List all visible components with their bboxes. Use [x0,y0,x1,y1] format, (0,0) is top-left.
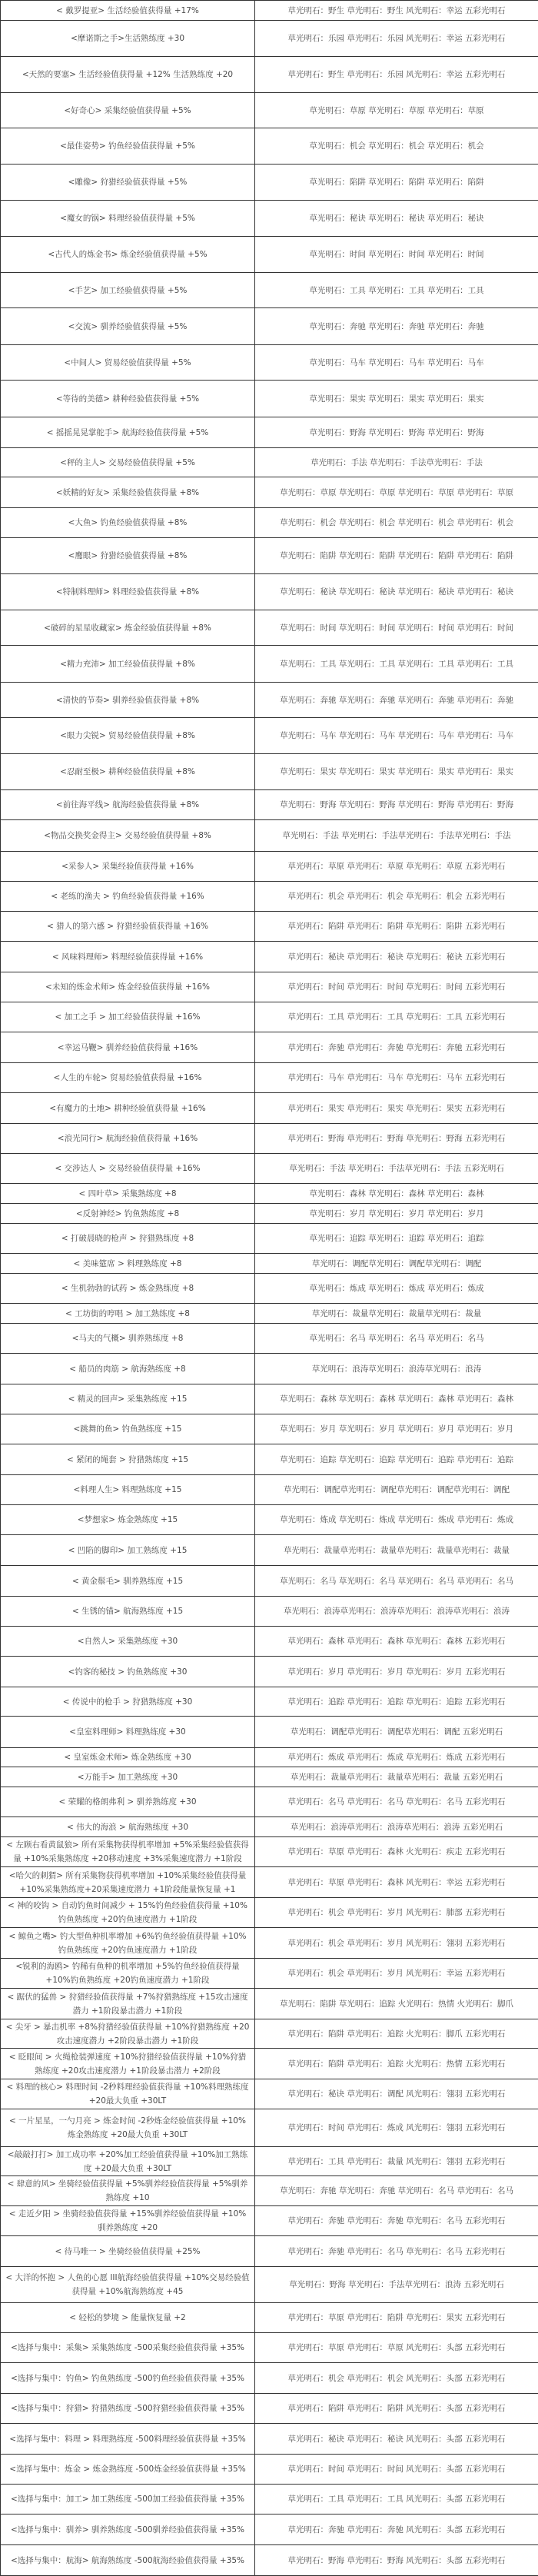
stones-cell: 草光明石：岁月 草光明石：岁月 草光明石：岁月 [255,1204,538,1224]
table-row [1,1657,538,1687]
table-row [1,1254,538,1274]
stones-cell: 草光明石：果实 草光明石：果实 草光明石：果实 [255,381,538,417]
stones-cell: 草光明石：奔驰 草光明石：奔驰 草光明石：奔驰 五彩光明石 [255,1032,538,1063]
effect-cell: <有魔力的土地> 耕种经验值获得量 +16% [1,1093,255,1124]
table-row [1,93,538,128]
stones-cell: 草光明石：时间 草光明石：时间 草光明石：时间 [255,237,538,273]
table-row [1,1717,538,1748]
stones-cell: 草光明石：草原 草光明石：草原 草光明石：草原 [255,93,538,128]
stones-cell: 草光明石：果实 草光明石：果实 草光明石：果实 五彩光明石 [255,1093,538,1124]
table-row [1,942,538,972]
effect-cell: <敲敲打打> 加工成功率 +20%加工经验值获得量 +10%加工熟练度 +20最大负重 +30LT [1,2147,255,2176]
table-row [1,912,538,942]
stones-cell: 草光明石：机会 草光明石：岁月 风光明石：幸运 五彩光明石 [255,1959,538,1989]
table-row [1,1535,538,1566]
table-row [1,2515,538,2545]
stones-cell: 草光明石：工具 草光明石：工具 草光明石：工具 草光明石：工具 [255,646,538,683]
table-row [1,1505,538,1535]
stones-cell: 草光明石：马车 草光明石：马车 草光明石：马车 草光明石：马车 [255,718,538,754]
stones-cell: 草光明石：陷阱 草光明石：陷阱 草光明石：陷阱 [255,165,538,201]
table-row [1,972,538,1002]
effect-cell: < 一片星星，一勺月亮 > 炼金时间 -2秒炼金经验值获得量 +10%炼金熟练度 +20最大负重 +30LT [1,2109,255,2147]
stones-cell: 草光明石：时间 草光明石：时间 风光明石：头部 五彩光明石 [255,2455,538,2485]
table-row [1,1002,538,1032]
table-row [1,381,538,417]
effect-cell: <交流> 驯养经验值获得量 +5% [1,308,255,345]
effect-cell: < 工坊街的哼唱 > 加工熟练度 +8 [1,1304,255,1324]
stones-cell: 草光明石：野海 草光明石：手法草光明石：浪涛 五彩光明石 [255,2267,538,2303]
table-row [1,1627,538,1657]
table-row [1,1748,538,1767]
stones-cell: 草光明石：名马 草光明石：名马 草光明石：名马 草光明石：名马 [255,1566,538,1597]
effect-cell: <幸运马鞭> 驯养经验值获得量 +16% [1,1032,255,1063]
effect-cell: <清快的节奏> 驯养经验值获得量 +8% [1,683,255,718]
table-row [1,2019,538,2049]
table-row [1,2109,538,2147]
table-row [1,1184,538,1204]
table-row [1,345,538,381]
table-row [1,1,538,21]
stones-cell: 草光明石：森林 草光明石：森林 草光明石：森林 五彩光明石 [255,1627,538,1657]
table-row [1,1597,538,1627]
effect-cell: <中间人> 贸易经验值获得量 +5% [1,345,255,381]
stones-cell: 草光明石：野海 草光明石：野海 草光明石：野海 草光明石：野海 [255,790,538,820]
stones-cell: 草光明石：调配草光明石：调配草光明石：调配草光明石：调配 [255,1475,538,1505]
table-row [1,1354,538,1384]
table-row [1,2303,538,2333]
effect-cell: <选择与集中：航海> 航海熟练度 -500航海经验值获得量 +35% [1,2545,255,2576]
stones-cell: 草光明石：炼成 草光明石：炼成 草光明石：炼成 [255,1274,538,1304]
stones-cell: 草光明石：草原 草光明石：森林 火光明石：疾走 五彩光明石 [255,1837,538,1867]
effect-cell: <好奇心> 采集经验值获得量 +5% [1,93,255,128]
stones-cell: 草光明石：秘诀 草光明石：秘诀 风光明石：头部 五彩光明石 [255,2424,538,2455]
stones-cell: 草光明石：手法 草光明石：手法草光明石：手法草光明石：手法 [255,820,538,852]
effect-cell: <物品交换奖金得主> 交易经验值获得量 +8% [1,820,255,852]
effect-cell: < 传说中的枪手 > 狩猎熟练度 +30 [1,1687,255,1717]
effect-cell: <秤的主人> 交易经验值获得量 +5% [1,448,255,477]
effect-cell: < 黄金鬃毛> 驯养熟练度 +15 [1,1566,255,1597]
table-row [1,1124,538,1154]
table-row [1,1475,538,1505]
effect-cell: < 轻松的梦境 > 能量恢复量 +2 [1,2303,255,2333]
stones-cell: 草光明石：裁量草光明石：裁量草光明石：裁量 五彩光明石 [255,1767,538,1787]
stones-cell: 草光明石：陷阱 草光明石：陷阱 草光明石：陷阱 五彩光明石 [255,912,538,942]
effect-cell: < 精灵的回声> 采集熟练度 +15 [1,1384,255,1414]
table-body [1,1,538,2576]
effect-cell: <料理人生> 料理熟练度 +15 [1,1475,255,1505]
stones-cell: 草光明石：机会 草光明石：机会 草光明石：机会 五彩光明石 [255,882,538,912]
table-row [1,2394,538,2424]
effect-cell: < 伟大的海浪 > 航海熟练度 +30 [1,1817,255,1837]
stones-cell: 草光明石：陷阱 草光明石：陷阱 风光明石：头部 五彩光明石 [255,2394,538,2424]
effect-cell: < 眨眼间 > 火绳枪装弹速度 +10%狩猎经验值获得量 +10%狩猎熟练度 +20攻击速度潜力 +1阶段暴击潜力 +2阶段 [1,2049,255,2079]
stones-cell: 草光明石：追踪 草光明石：追踪 草光明石：追踪 草光明石：追踪 [255,1444,538,1475]
effect-cell: <手艺> 加工经验值获得量 +5% [1,273,255,308]
stones-cell: 草光明石：岁月 草光明石：岁月 草光明石：岁月 草光明石：岁月 [255,1414,538,1444]
effect-cell: <钓客的秘技 > 钓鱼熟练度 +30 [1,1657,255,1687]
table-row [1,1093,538,1124]
stones-cell: 草光明石：炼成 草光明石：炼成 草光明石：炼成 草光明石：炼成 [255,1505,538,1535]
stones-cell: 草光明石：野生 草光明石：野生 风光明石：幸运 五彩光明石 [255,1,538,21]
effect-cell: < 摇摇晃晃掌舵手> 航海经验值获得量 +5% [1,417,255,448]
stones-cell: 草光明石：马车 草光明石：马车 草光明石：马车 五彩光明石 [255,1063,538,1093]
stones-cell: 草光明石：机会 草光明石：岁月 风光明石：肺部 五彩光明石 [255,1898,538,1928]
stones-cell: 草光明石：陷阱 草光明石：追踪 火光明石：热情 火光明石：脚爪 [255,1989,538,2019]
stones-cell: 草光明石：调配草光明石：调配草光明石：调配 五彩光明石 [255,1717,538,1748]
effect-cell: < 料理的核心> 料理时间 -2秒料理经验值获得量 +10%料理熟练度 +20最大负重 +30LT [1,2079,255,2109]
effect-cell: < 加工之手 > 加工经验值获得量 +16% [1,1002,255,1032]
effect-cell: <古代人的炼金书> 炼金经验值获得量 +5% [1,237,255,273]
stones-cell: 草光明石：浪涛草光明石：浪涛草光明石：浪涛 [255,1354,538,1384]
table-row [1,1867,538,1898]
table-row [1,2206,538,2236]
effect-cell: <未知的炼金术师> 炼金经验值获得量 +16% [1,972,255,1002]
effect-cell: <采参人> 采集经验值获得量 +16% [1,852,255,882]
effect-cell: < 踞伏的猛兽 > 狩猎经验值获得量 +7%狩猎熟练度 +15攻击速度潜力 +1阶段暴击潜力 +1阶段 [1,1989,255,2019]
stones-cell: 草光明石：野海 草光明石：野海 草光明石：野海 [255,417,538,448]
stones-cell: 草光明石：工具 草光明石：工具 风光明石：头部 五彩光明石 [255,2485,538,2515]
effect-cell: < 打破晨晓的枪声 > 狩猎熟练度 +8 [1,1224,255,1254]
effect-cell: <皇室料理师> 料理熟练度 +30 [1,1717,255,1748]
effect-cell: < 四叶草> 采集熟练度 +8 [1,1184,255,1204]
table-row [1,2363,538,2394]
stones-cell: 草光明石：岁月 草光明石：岁月 草光明石：岁月 五彩光明石 [255,1657,538,1687]
stones-cell: 草光明石：陷阱 草光明石：陷阱 草光明石：陷阱 草光明石：陷阱 [255,538,538,574]
table-row [1,21,538,57]
stones-cell: 草光明石：工具 草光明石：裁量 风光明石：翎羽 五彩光明石 [255,2147,538,2176]
table-row [1,1204,538,1224]
table-row [1,1032,538,1063]
table-row [1,1063,538,1093]
table-row [1,2333,538,2363]
effect-cell: < 老练的渔夫 > 钓鱼经验值获得量 +16% [1,882,255,912]
stones-cell: 草光明石：时间 草光明石：炼成 风光明石：翎羽 五彩光明石 [255,2109,538,2147]
effect-cell: <选择与集中：料理 > 料理熟练度 -500料理经验值获得量 +35% [1,2424,255,2455]
table-row [1,882,538,912]
stones-cell: 草光明石：裁量草光明石：裁量草光明石：裁量 [255,1304,538,1324]
table-row [1,165,538,201]
stones-cell: 草光明石：时间 草光明石：时间 草光明石：时间 五彩光明石 [255,972,538,1002]
stones-cell: 草光明石：秘诀 草光明石：调配 风光明石：翎羽 五彩光明石 [255,2079,538,2109]
effect-cell: < 紧闭的绳套 > 狩猎熟练度 +15 [1,1444,255,1475]
stones-cell: 草光明石：奔驰 草光明石：奔驰 草光明石：奔驰 [255,308,538,345]
table-row [1,2424,538,2455]
stones-cell: 草光明石：奔驰 草光明石：奔驰 草光明石：名马 草光明石：名马 [255,2176,538,2206]
stones-cell: 草光明石：工具 草光明石：工具 草光明石：工具 五彩光明石 [255,1002,538,1032]
stones-cell: 草光明石：陷阱 草光明石：追踪 火光明石：热情 五彩光明石 [255,2049,538,2079]
table-row [1,1224,538,1254]
table-row [1,237,538,273]
stones-cell: 草光明石：野海 草光明石：野海 风光明石：头部 五彩光明石 [255,2545,538,2576]
effect-cell: <选择与集中：加工> 加工熟练度 -500加工经验值获得量 +35% [1,2485,255,2515]
table-row [1,273,538,308]
table-row [1,2147,538,2176]
table-row [1,448,538,477]
stones-cell: 草光明石：陷阱 草光明石：追踪 火光明石：脚爪 五彩光明石 [255,2019,538,2049]
effect-cell: < 肆意的风> 坐骑经验值获得量 +5%驯养经验值获得量 +5%驯养熟练度 +10 [1,2176,255,2206]
effect-cell: <忍耐至极> 耕种经验值获得量 +8% [1,754,255,790]
table-row [1,57,538,93]
stones-cell: 草光明石：追踪 草光明石：追踪 草光明石：追踪 [255,1224,538,1254]
table-row [1,852,538,882]
effect-cell: < 鲸鱼之嘴> 钓大型鱼种机率增加 +6%钓鱼经验值获得量 +10%钓鱼熟练度 +20钓鱼速度潜力 +1阶段 [1,1928,255,1959]
effect-cell: <哈欠的刺猬> 所有采集物获得机率增加 +10%采集经验值获得量 +10%采集熟练度+20采集速度潜力 +1阶段能量恢复量 +1 [1,1867,255,1898]
effect-cell: <反射神经> 钓鱼熟练度 +8 [1,1204,255,1224]
effect-cell: < 待马唯一 > 坐骑经验值获得量 +25% [1,2236,255,2267]
effect-cell: < 凹陷的脚印> 加工熟练度 +15 [1,1535,255,1566]
effect-cell: <锐利的海鸥> 钓稀有鱼种的机率增加 +5%钓鱼经验值获得量 +10%钓鱼熟练度 +20钓鱼速度潜力 +1阶段 [1,1959,255,1989]
table-row [1,820,538,852]
table-row [1,1154,538,1184]
table-row [1,2267,538,2303]
effect-cell: <自然人> 采集熟练度 +30 [1,1627,255,1657]
stones-cell: 草光明石：秘诀 草光明石：秘诀 草光明石：秘诀 [255,201,538,237]
stones-cell: 草光明石：奔驰 草光明石：名马 草光明石：名马 五彩光明石 [255,2236,538,2267]
effect-cell: <精力充沛> 加工经验值获得量 +8% [1,646,255,683]
effect-cell: <梦想家> 炼金熟练度 +15 [1,1505,255,1535]
stones-cell: 草光明石：炼成 草光明石：炼成 草光明石：炼成 五彩光明石 [255,1748,538,1767]
effect-cell: <眼力尖锐> 贸易经验值获得量 +8% [1,718,255,754]
table-row [1,2545,538,2576]
table-row [1,2176,538,2206]
effect-cell: <大鱼> 钓鱼经验值获得量 +8% [1,508,255,538]
effect-cell: < 左顾右看黄鼠狼> 所有采集物获得机率增加 +5%采集经验值获得量 +10%采集熟练度 +20移动速度 +3%采集速度潜力 +1阶段 [1,1837,255,1867]
stones-cell: 草光明石：手法 草光明石：手法草光明石：手法 五彩光明石 [255,1154,538,1184]
effect-cell: <天然的要塞> 生活经验值获得量 +12% 生活熟练度 +20 [1,57,255,93]
table-row [1,417,538,448]
stones-cell: 草光明石：森林 草光明石：森林 草光明石：森林 草光明石：森林 [255,1384,538,1414]
table-row [1,646,538,683]
table-row [1,1384,538,1414]
stones-cell: 草光明石：浪涛草光明石：浪涛草光明石：浪涛草光明石：浪涛 [255,1597,538,1627]
table-row [1,2236,538,2267]
effect-cell: <万能手> 加工熟练度 +30 [1,1767,255,1787]
effect-cell: <破碎的星星收藏家> 炼金经验值获得量 +8% [1,610,255,646]
stones-cell: 草光明石：野海 草光明石：野海 草光明石：野海 五彩光明石 [255,1124,538,1154]
stones-cell: 草光明石：马车 草光明石：马车 草光明石：马车 [255,345,538,381]
table-row [1,1837,538,1867]
stones-cell: 草光明石：调配草光明石：调配草光明石：调配 [255,1254,538,1274]
table-row [1,1324,538,1354]
table-row [1,1566,538,1597]
table-row [1,574,538,610]
stones-cell: 草光明石：奔驰 草光明石：奔驰 草光明石：奔驰 草光明石：奔驰 [255,683,538,718]
effect-cell: < 交涉达人 > 交易经验值获得量 +16% [1,1154,255,1184]
stones-cell: 草光明石：追踪 草光明石：追踪 草光明石：追踪 五彩光明石 [255,1687,538,1717]
stones-cell: 草光明石：浪涛草光明石：浪涛草光明石：浪涛 五彩光明石 [255,1817,538,1837]
effect-cell: < 美味筵席 > 料理熟练度 +8 [1,1254,255,1274]
stones-cell: 草光明石：工具 草光明石：工具 草光明石：工具 [255,273,538,308]
effect-cell: < 走近夕阳 > 坐骑经验值获得量 +15%驯养经验值获得量 +10%驯养熟练度 +20 [1,2206,255,2236]
table-row [1,1414,538,1444]
effect-cell: < 船员的肉筋 > 航海熟练度 +8 [1,1354,255,1384]
table-row [1,2079,538,2109]
effect-cell: <马夫的气概> 驯养熟练度 +8 [1,1324,255,1354]
table-row [1,1274,538,1304]
stones-cell: 草光明石：秘诀 草光明石：秘诀 草光明石：秘诀 五彩光明石 [255,942,538,972]
effect-cell: <前往海平线> 航海经验值获得量 +8% [1,790,255,820]
effect-cell: <妖精的好友> 采集经验值获得量 +8% [1,477,255,508]
effect-cell: < 戴罗提亚> 生活经验值获得量 +17% [1,1,255,21]
table-row [1,2049,538,2079]
effect-cell: < 风味料理师> 料理经验值获得量 +16% [1,942,255,972]
stones-cell: 草光明石：草原 草光明石：陷阱 草光明石：果实 五彩光明石 [255,2303,538,2333]
stones-cell: 草光明石：草原 草光明石：草原 草光明石：草原 草光明石：草原 [255,477,538,508]
table-row [1,1767,538,1787]
table-row [1,1898,538,1928]
stones-cell: 草光明石：草原 草光明石：森林 风光明石：幸运 五彩光明石 [255,1867,538,1898]
effect-cell: < 荣耀的格朗弗利 > 驯养熟练度 +30 [1,1787,255,1817]
stones-cell: 草光明石：机会 草光明石：机会 草光明石：机会 [255,128,538,165]
effect-cell: <最佳姿势> 钓鱼经验值获得量 +5% [1,128,255,165]
effect-cell: <选择与集中：炼金 > 炼金熟练度 -500炼金经验值获得量 +35% [1,2455,255,2485]
table-row [1,2485,538,2515]
effect-cell: < 猎人的第六感 > 狩猎经验值获得量 +16% [1,912,255,942]
stones-cell: 草光明石：机会 草光明石：机会 草光明石：机会 草光明石：机会 [255,508,538,538]
table-row [1,790,538,820]
effect-cell: <特制料理师> 料理经验值获得量 +8% [1,574,255,610]
effect-cell: <选择与集中：驯养> 驯养熟练度 -500驯养经验值获得量 +35% [1,2515,255,2545]
effect-cell: <魔女的锅> 料理经验值获得量 +5% [1,201,255,237]
effect-cell: < 生机勃勃的试药 > 炼金熟练度 +8 [1,1274,255,1304]
table-row [1,201,538,237]
stones-cell: 草光明石：手法 草光明石：手法草光明石：手法 [255,448,538,477]
effect-cell: <鹰眼> 狩猎经验值获得量 +8% [1,538,255,574]
table-row [1,308,538,345]
table-row [1,128,538,165]
effect-cell: <跳舞的鱼> 钓鱼熟练度 +15 [1,1414,255,1444]
stones-cell: 草光明石：名马 草光明石：名马 草光明石：名马 五彩光明石 [255,1787,538,1817]
effect-cell: < 生锈的锚> 航海熟练度 +15 [1,1597,255,1627]
effect-cell: < 尖牙 > 暴击机率 +8%狩猎经验值获得量 +10%狩猎熟练度 +20攻击速度潜力 +2阶段暴击潜力 +1阶段 [1,2019,255,2049]
table-row [1,610,538,646]
effect-cell: <选择与集中：钓鱼> 钓鱼熟练度 -500钓鱼经验值获得量 +35% [1,2363,255,2394]
stones-cell: 草光明石：乐园 草光明石：乐园 风光明石：幸运 五彩光明石 [255,21,538,57]
table-row [1,2455,538,2485]
stones-cell: 草光明石：名马 草光明石：名马 草光明石：名马 [255,1324,538,1354]
stones-cell: 草光明石：裁量草光明石：裁量草光明石：裁量草光明石：裁量 [255,1535,538,1566]
table-row [1,683,538,718]
effect-cell: <雕像> 狩猎经验值获得量 +5% [1,165,255,201]
effect-cell: < 大洋的怀抱 > 人鱼的心愿 III航海经验值获得量 +10%交易经验值获得量 +10%航海熟练度 +45 [1,2267,255,2303]
table-row [1,1959,538,1989]
effect-cell: <选择与集中：采集> 采集熟练度 -500采集经验值获得量 +35% [1,2333,255,2363]
effect-cell: < 皇室炼金术师> 炼金熟练度 +30 [1,1748,255,1767]
table-row [1,1817,538,1837]
table-row [1,538,538,574]
stones-cell: 草光明石：草原 草光明石：草原 风光明石：头部 五彩光明石 [255,2333,538,2363]
stones-cell: 草光明石：森林 草光明石：森林 草光明石：森林 [255,1184,538,1204]
stones-cell: 草光明石：时间 草光明石：时间 草光明石：时间 草光明石：时间 [255,610,538,646]
table-row [1,1787,538,1817]
effect-cell: <选择与集中：狩猎> 狩猎熟练度 -500狩猎经验值获得量 +35% [1,2394,255,2424]
table-row [1,1989,538,2019]
stones-cell: 草光明石：草原 草光明石：草原 草光明石：草原 五彩光明石 [255,852,538,882]
stones-cell: 草光明石：奔驰 草光明石：奔驰 草光明石：名马 五彩光明石 [255,2206,538,2236]
effect-cell: <浪光同行> 航海经验值获得量 +16% [1,1124,255,1154]
effect-cell: <等待的美德> 耕种经验值获得量 +5% [1,381,255,417]
stones-cell: 草光明石：野生 草光明石：乐园 风光明石：幸运 五彩光明石 [255,57,538,93]
table-row [1,477,538,508]
table-row [1,718,538,754]
effect-cell: < 神的咬钩 > 自动钓鱼时间减少 + 15%钓鱼经验值获得量 +10%钓鱼熟练度 +20钓鱼速度潜力 +1阶段 [1,1898,255,1928]
stones-cell: 草光明石：奔驰 草光明石：奔驰 风光明石：头部 五彩光明石 [255,2515,538,2545]
table-row [1,1687,538,1717]
stones-cell: 草光明石：秘诀 草光明石：秘诀 草光明石：秘诀 草光明石：秘诀 [255,574,538,610]
table-row [1,1444,538,1475]
table-row [1,508,538,538]
stones-cell: 草光明石：机会 草光明石：机会 风光明石：头部 五彩光明石 [255,2363,538,2394]
stones-cell: 草光明石：机会 草光明石：岁月 风光明石：翎羽 五彩光明石 [255,1928,538,1959]
stones-cell: 草光明石：果实 草光明石：果实 草光明石：果实 草光明石：果实 [255,754,538,790]
table-row [1,1928,538,1959]
table-row [1,1304,538,1324]
table-row [1,754,538,790]
effect-cell: <摩诺斯之手>生活熟练度 +30 [1,21,255,57]
effect-cell: <人生的车轮> 贸易经验值获得量 +16% [1,1063,255,1093]
